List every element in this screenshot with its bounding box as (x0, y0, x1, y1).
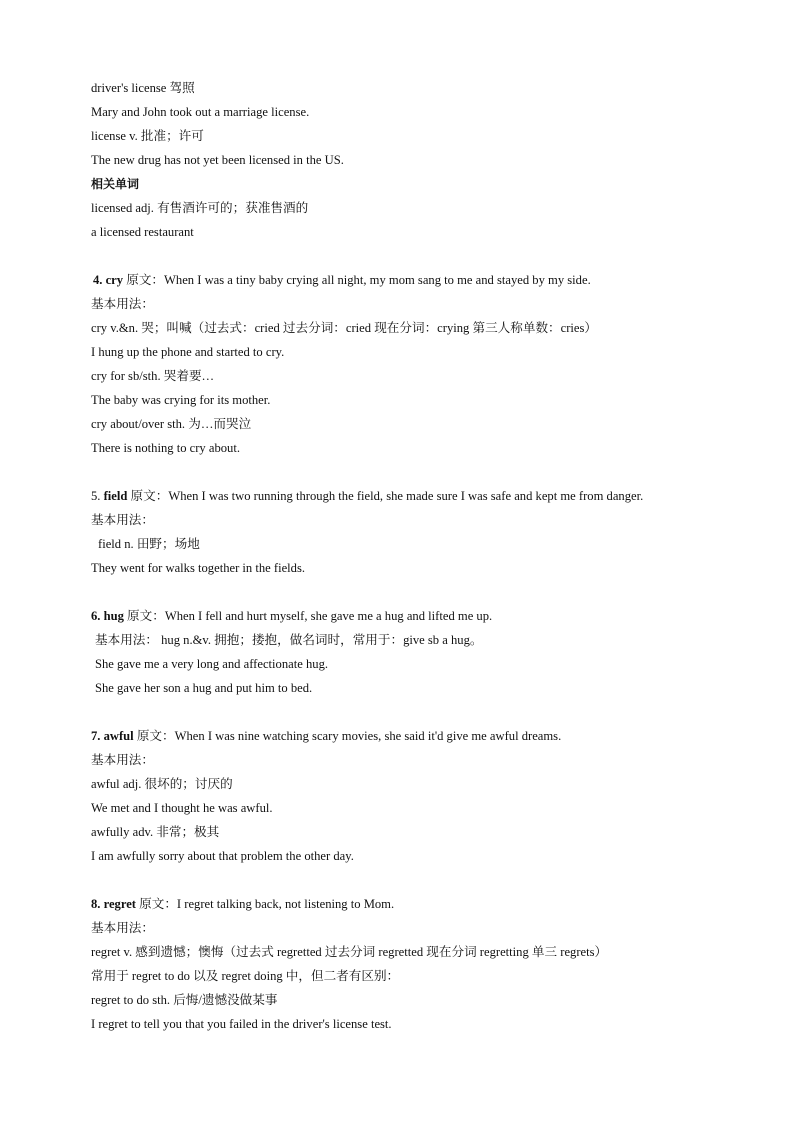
document-page (91, 76, 706, 1036)
spacer (91, 460, 706, 484)
entry-word: field (103, 489, 128, 503)
original-text: 原文：When I fell and hurt myself, she gave me a hug and lifted me up. (123, 609, 493, 623)
example-sentence: She gave me a very long and affectionate hug. (95, 657, 329, 671)
text-line: cry about/over sth. 为…而哭泣 (91, 417, 252, 431)
usage-label: 基本用法： (91, 297, 154, 311)
text-line: driver's license 驾照 (91, 81, 195, 95)
spacer (91, 244, 706, 268)
entry-heading-hug (91, 604, 706, 628)
spacer (91, 580, 706, 604)
spacer (91, 868, 706, 892)
entry-number: 5. (91, 489, 104, 503)
example-sentence: The baby was crying for its mother. (91, 393, 271, 407)
text-line: regret v. 感到遗憾；懊悔（过去式 regretted 过去分词 regretted 现在分词 regretting 单三 regrets） (91, 945, 608, 959)
text-line: licensed adj. 有售酒许可的；获准售酒的 (91, 201, 309, 215)
text-line: 常用于 regret to do 以及 regret doing 中，但二者有区别： (91, 969, 400, 983)
entry-word: 8. regret (91, 897, 136, 911)
example-sentence: There is nothing to cry about. (91, 441, 240, 455)
example-sentence: I regret to tell you that you failed in the driver's license test. (91, 1017, 392, 1031)
text-line: cry for sb/sth. 哭着要… (91, 369, 215, 383)
example-sentence: They went for walks together in the fields. (91, 561, 306, 575)
text-line: cry v.&n. 哭；叫喊（过去式：cried 过去分词：cried 现在分词：crying 第三人称单数：cries） (91, 321, 598, 335)
entry-heading-cry (91, 268, 706, 292)
entry-heading-field (91, 484, 706, 508)
example-sentence: I am awfully sorry about that problem the other day. (91, 849, 354, 863)
spacer (91, 700, 706, 724)
entry-word: 6. hug (91, 609, 124, 623)
original-text: 原文：When I was nine watching scary movies, she said it'd give me awful dreams. (133, 729, 562, 743)
text-line: awful adj. 很坏的；讨厌的 (91, 777, 233, 791)
entry-heading-awful (91, 724, 706, 748)
usage-label: 基本用法： (91, 753, 154, 767)
text-line: license v. 批准；许可 (91, 129, 204, 143)
usage-label: 基本用法： (91, 513, 154, 527)
related-words-heading: 相关单词 (91, 177, 140, 191)
text-line: 基本用法： hug n.&v. 拥抱；搂抱，做名词时，常用于：give sb a hug。 (95, 633, 483, 647)
original-text: 原文：When I was two running through the field, she made sure I was safe and kept me from danger. (127, 489, 644, 503)
text-line: awfully adv. 非常；极其 (91, 825, 220, 839)
example-sentence: a licensed restaurant (91, 225, 194, 239)
text-line: field n. 田野；场地 (98, 537, 200, 551)
original-text: 原文：When I was a tiny baby crying all night, my mom sang to me and stayed by my side. (123, 273, 591, 287)
entry-word: 4. cry (93, 273, 124, 287)
entry-heading-regret (91, 892, 706, 916)
entry-word: 7. awful (91, 729, 134, 743)
example-sentence: We met and I thought he was awful. (91, 801, 273, 815)
example-sentence: Mary and John took out a marriage license. (91, 105, 310, 119)
example-sentence: The new drug has not yet been licensed in the US. (91, 153, 344, 167)
text-line: regret to do sth. 后悔/遗憾没做某事 (91, 993, 278, 1007)
example-sentence: I hung up the phone and started to cry. (91, 345, 285, 359)
original-text: 原文：I regret talking back, not listening to Mom. (136, 897, 395, 911)
example-sentence: She gave her son a hug and put him to bed. (95, 681, 313, 695)
usage-label: 基本用法： (91, 921, 154, 935)
